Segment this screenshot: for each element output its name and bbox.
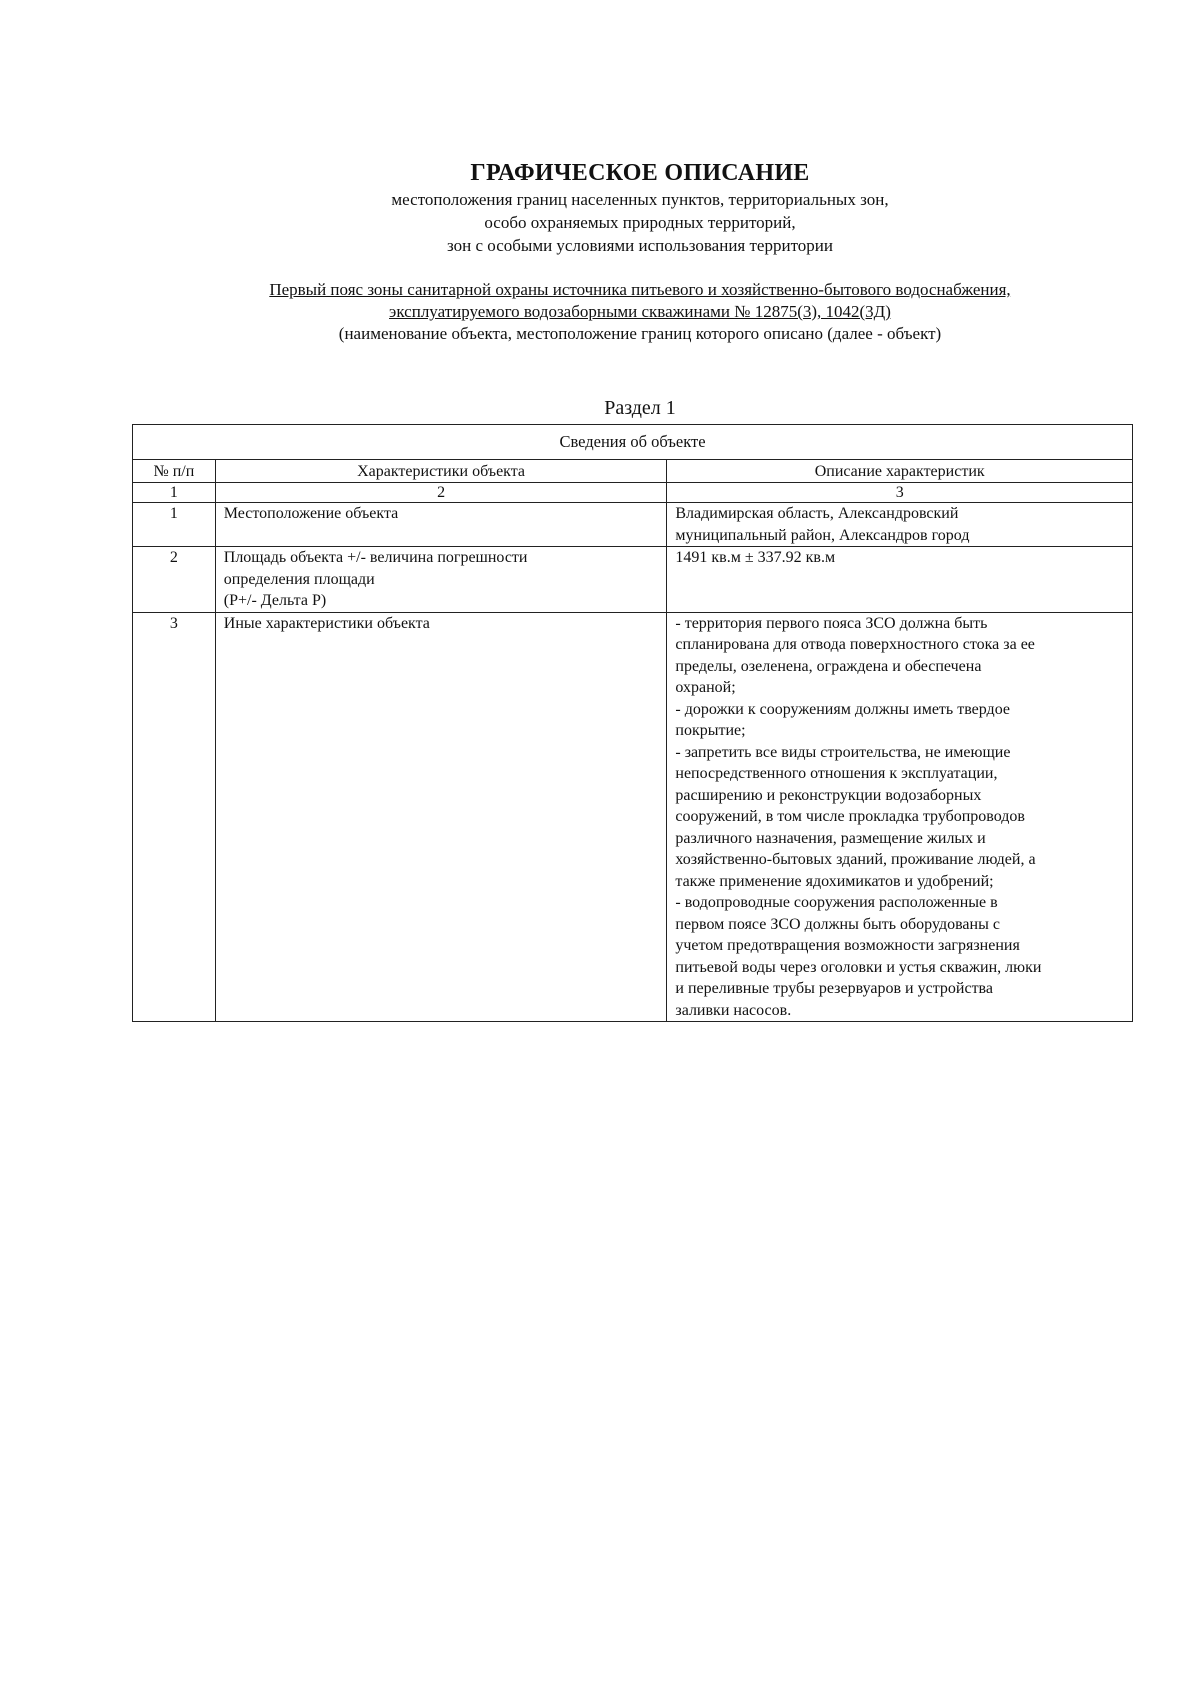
characteristic-line: Иные характеристики объекта: [223, 614, 430, 632]
table-row: [133, 612, 1133, 1022]
document-subtitle: [0, 188, 1200, 257]
description-line: 1491 кв.м ± 337.92 кв.м: [675, 549, 836, 566]
column-number: 2: [215, 483, 667, 503]
table-header-row: [133, 425, 1133, 460]
description-line: хозяйственно-бытовых зданий, проживание людей, а: [675, 851, 1036, 868]
description-line: непосредственного отношения к эксплуатации,: [675, 765, 998, 782]
characteristic-line: Местоположение объекта: [223, 505, 399, 522]
column-header-description: Описание характеристик: [667, 459, 1133, 483]
object-name-line: Первый пояс зоны санитарной охраны источника питьевого и хозяйственно-бытового водоснабжения,: [269, 280, 1011, 299]
column-numbers-row: [133, 483, 1133, 503]
object-name-block: [0, 279, 1200, 345]
section-title: Раздел 1: [604, 397, 676, 419]
document-title: ГРАФИЧЕСКОЕ ОПИСАНИЕ: [470, 160, 810, 186]
row-characteristic: [215, 503, 667, 547]
table-row: [133, 547, 1133, 613]
description-line: различного назначения, размещение жилых и: [675, 829, 986, 847]
description-line: питьевой воды через оголовки и устья скважин, люки: [675, 958, 1042, 976]
table-header: Сведения об объекте: [133, 425, 1133, 460]
row-number: 1: [133, 503, 216, 547]
description-line: - водопроводные сооружения расположенные в: [675, 894, 998, 911]
object-name-caption: (наименование объекта, местоположение границ которого описано (далее - объект): [338, 324, 942, 343]
description-line: Владимирская область, Александровский: [675, 505, 959, 522]
description-line: - территория первого пояса ЗСО должна быть: [675, 614, 988, 632]
description-line: и переливные трубы резервуаров и устройства: [675, 980, 993, 997]
description-line: расширению и реконструкции водозаборных: [675, 786, 982, 804]
column-number: 1: [133, 483, 216, 503]
description-line: муниципальный район, Александров город: [675, 526, 970, 544]
characteristic-line: определения площади: [223, 570, 375, 588]
table-row: [133, 503, 1133, 547]
description-line: учетом предотвращения возможности загрязнения: [675, 937, 1020, 954]
object-name-line: эксплуатируемого водозаборными скважинами № 12875(3), 1042(3Д): [389, 302, 891, 321]
description-line: - запретить все виды строительства, не имеющие: [675, 743, 1011, 761]
row-description: [667, 612, 1133, 1022]
description-line: покрытие;: [675, 722, 746, 739]
description-line: охраной;: [675, 679, 736, 696]
description-line: заливки насосов.: [675, 1001, 792, 1019]
description-line: спланирована для отвода поверхностного стока за ее: [675, 636, 1035, 653]
row-number: 2: [133, 547, 216, 613]
description-line: также применение ядохимикатов и удобрений;: [675, 872, 994, 890]
column-number: 3: [667, 483, 1133, 503]
characteristic-line: (P+/- Дельта P): [223, 592, 327, 609]
table-columns-row: [133, 459, 1133, 483]
row-characteristic: [215, 547, 667, 613]
description-line: сооружений, в том числе прокладка трубопроводов: [675, 808, 1025, 825]
row-characteristic: [215, 612, 667, 1022]
column-header-num: № п/п: [133, 459, 216, 483]
object-info-table: [132, 424, 1133, 1022]
column-header-characteristic: Характеристики объекта: [215, 459, 667, 483]
characteristic-line: Площадь объекта +/- величина погрешности: [223, 549, 528, 566]
description-line: - дорожки к сооружениям должны иметь твердое: [675, 700, 1010, 718]
subtitle-line: местоположения границ населенных пунктов, территориальных зон,: [391, 190, 889, 209]
row-number: 3: [133, 612, 216, 1022]
subtitle-line: зон с особыми условиями использования территории: [447, 236, 833, 255]
row-description: [667, 547, 1133, 613]
description-line: первом поясе ЗСО должны быть оборудованы с: [675, 915, 1000, 933]
subtitle-line: особо охраняемых природных территорий,: [484, 213, 796, 232]
row-description: [667, 503, 1133, 547]
description-line: пределы, озеленена, ограждена и обеспечена: [675, 657, 982, 675]
